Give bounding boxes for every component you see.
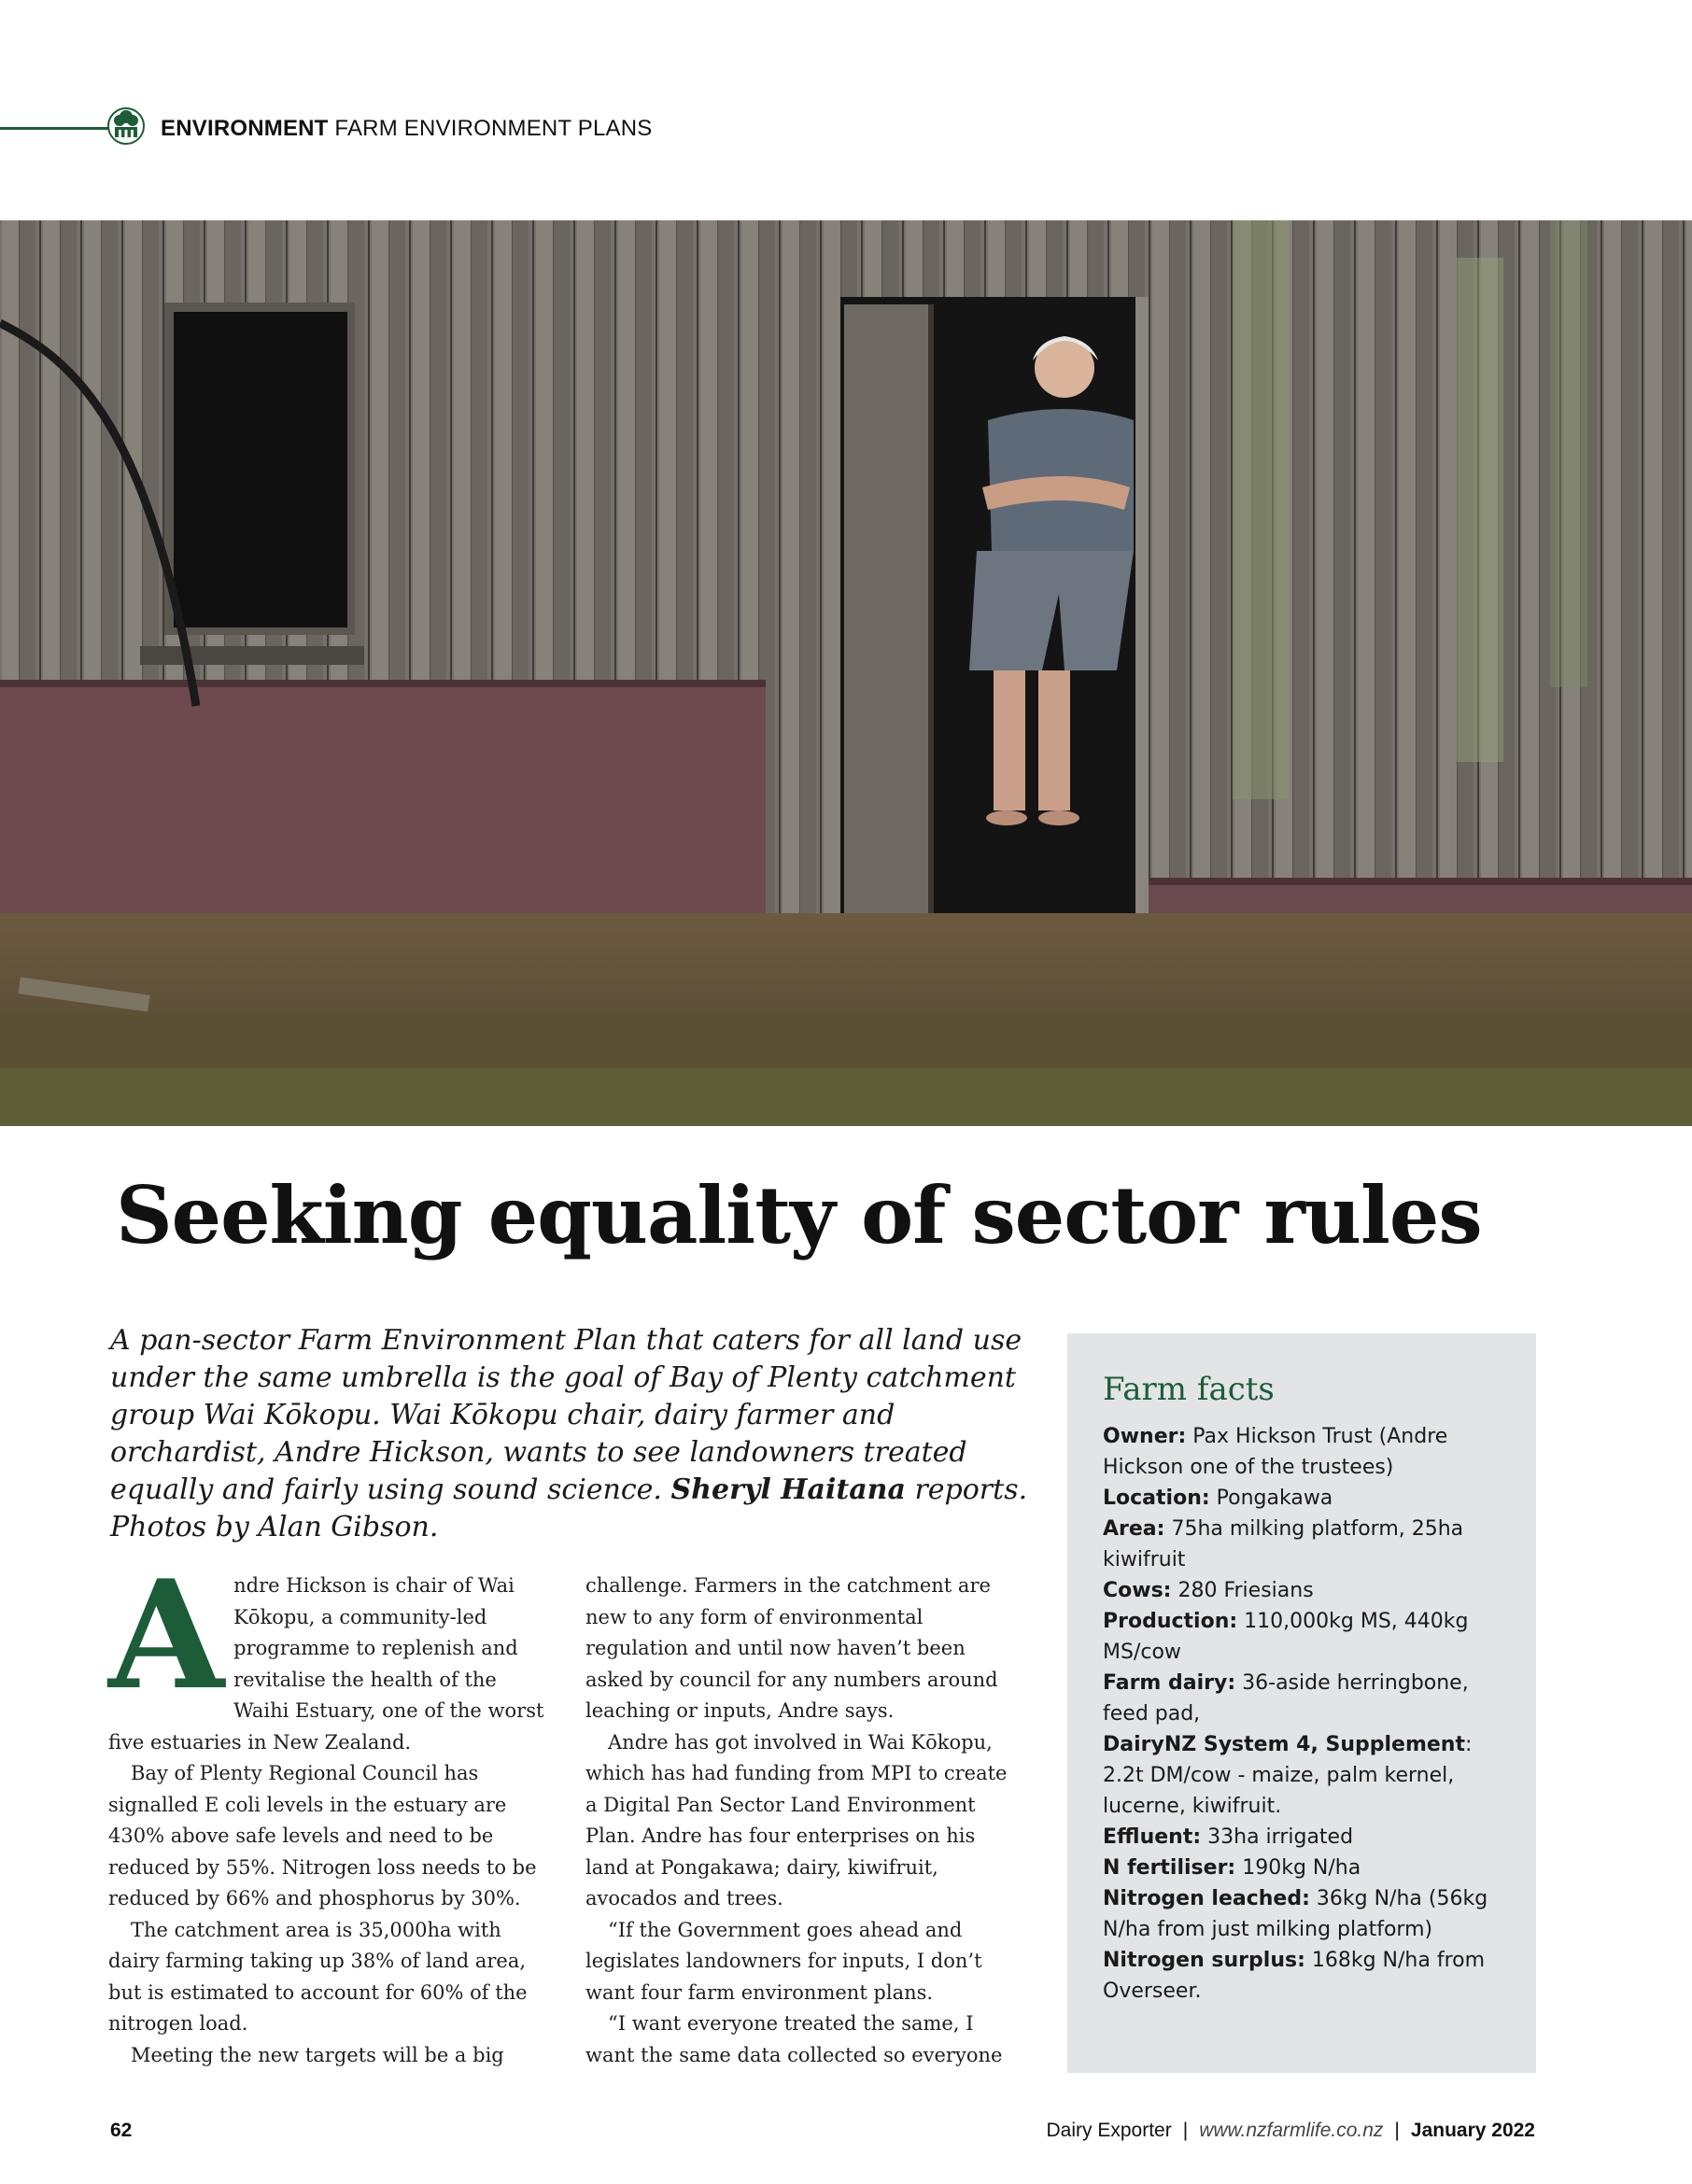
drop-cap: A [108, 1547, 225, 1723]
footer-separator: | [1394, 2120, 1400, 2141]
fact-item: Nitrogen leached: 36kg N/ha (56kg N/ha from just milking platform) [1103, 1887, 1488, 1941]
footer-separator: | [1182, 2120, 1189, 2141]
body-paragraph: Meeting the new targets will be a big [131, 2043, 504, 2066]
feature-photo [0, 220, 1692, 1126]
fact-item: Location: Pongakawa [1103, 1487, 1333, 1510]
section-header [161, 116, 652, 142]
footer-info [1047, 2120, 1535, 2142]
farm-facts-title: Farm facts [1103, 1371, 1275, 1408]
body-paragraph: Andre has got involved in Wai Kōkopu, which has had funding from MPI to create a Digital Pan Sector Land Environment Plan. Andre has four enterprises on his land at Pongakawa; dairy, kiwifruit, avocados and trees. [585, 1730, 1008, 1909]
fact-item: Farm dairy: 36-aside herringbone, feed pad, [1103, 1671, 1469, 1726]
body-paragraph: challenge. Farmers in the catchment are new to any form of environmental regulation and until now haven’t been asked by council for any numbers around leaching or inputs, Andre says. [585, 1574, 998, 1722]
fact-item: Area: 75ha milking platform, 25ha kiwifruit [1103, 1517, 1464, 1571]
body-paragraph: “If the Government goes ahead and legislates landowners for inputs, I don’t want four farm environment plans. [585, 1918, 982, 2004]
standfirst-intro: A pan-sector Farm Environment Plan that caters for all land use under the same umbrella is the goal of Bay of Plenty catchment group Wai Kōkopu. Wai Kōkopu chair, dairy farmer and orchardist, Andre Hickson, wants to see landowners treated equally and fairly using sound science. [110, 1324, 1022, 1506]
header-rule [0, 127, 110, 130]
photo-credit: reports. Photos by Alan Gibson. [110, 1473, 1028, 1543]
body-paragraph: The catchment area is 35,000ha with dairy farming taking up 38% of land area, but is estimated to account for 60% of the nitrogen load. [108, 1918, 528, 2035]
fact-item: N fertiliser: 190kg N/ha [1103, 1856, 1361, 1880]
article-headline: Seeking equality of sector rules [116, 1169, 1482, 1261]
subsection-name: FARM ENVIRONMENT PLANS [334, 116, 653, 141]
farm-environment-logo-icon [106, 106, 146, 146]
body-column-1 [108, 1547, 549, 2071]
body-paragraph: “I want everyone treated the same, I want the same data collected so everyone [585, 2012, 1003, 2066]
fact-item: Owner: Pax Hickson Trust (Andre Hickson one of the trustees) [1103, 1425, 1448, 1479]
body-paragraph: Bay of Plenty Regional Council has signalled E coli levels in the estuary are 430% above safe levels and need to be reduced by 55%. Nitrogen loss needs to be reduced by 66% and phosphorus by 30%. [108, 1762, 537, 1909]
author-name: Sheryl Haitana [670, 1473, 906, 1506]
issue-date: January 2022 [1410, 2120, 1535, 2141]
fact-item: Effluent: 33ha irrigated [1103, 1825, 1354, 1849]
fact-item: Cows: 280 Friesians [1103, 1579, 1314, 1602]
standfirst [110, 1322, 1044, 1546]
page-number: 62 [110, 2120, 133, 2141]
farm-facts-box [1067, 1333, 1536, 2073]
body-paragraph: Andre Hickson is chair of Wai Kōkopu, a community-led programme to replenish and revitalise the health of the Waihi Estuary, one of the worst five estuaries in New Zealand. [108, 1547, 544, 1754]
website-link[interactable]: www.nzfarmlife.co.nz [1199, 2120, 1384, 2141]
fact-item: Production: 110,000kg MS, 440kg MS/cow [1103, 1610, 1469, 1664]
fact-item: DairyNZ System 4, Supplement: 2.2t DM/cow - maize, palm kernel, lucerne, kiwifruit. [1103, 1733, 1473, 1818]
body-column-2 [585, 1571, 1021, 2071]
fact-item: Nitrogen surplus: 168kg N/ha from Overseer. [1103, 1949, 1486, 2003]
publication-name: Dairy Exporter [1046, 2120, 1172, 2141]
section-name: ENVIRONMENT [161, 116, 329, 141]
